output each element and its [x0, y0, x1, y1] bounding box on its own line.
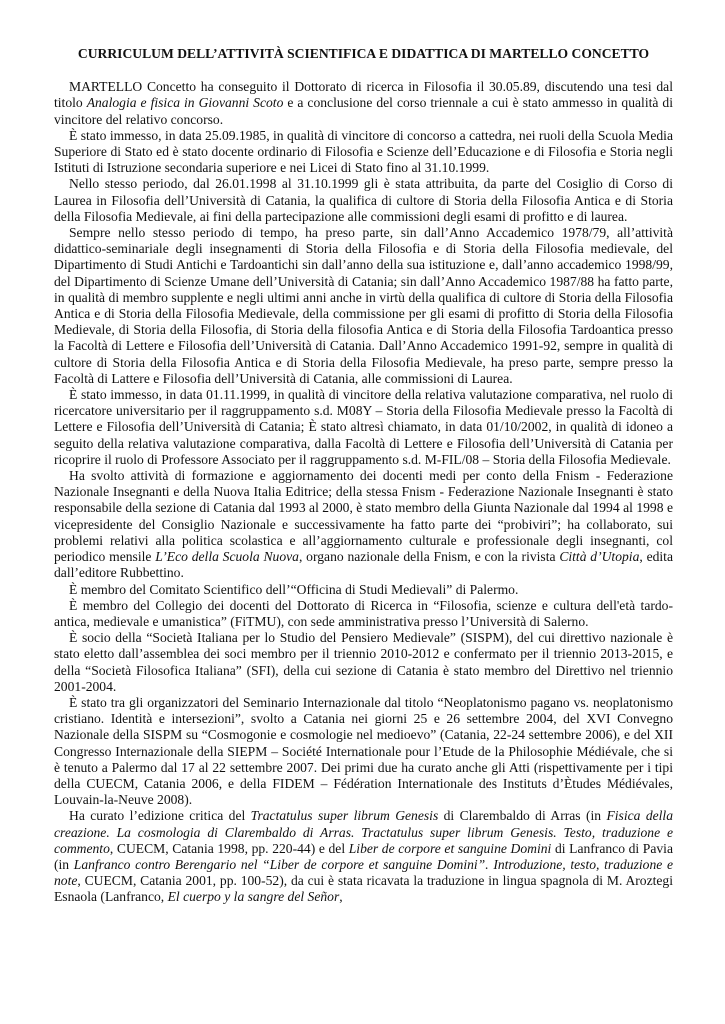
paragraph-text: di Clarembaldo di Arras (in: [438, 808, 607, 824]
paragraph-text: Ha svolto attività di formazione e aggiornamento dei docenti medi per conto della Fnism - Federazione Nazionale Insegnanti e della Nuova Italia Editrice; della stessa Fnism - Federazione Nazionale Insegnanti è stato responsabile della sezione di Catania dal 1993 al 2000, è stato membro della Giunta Nazionale dal 1994 al 1998 e vicepresidente del Consiglio Nazionale e successivamente ha fatto parte dei “probiviri”; ha collaborato, sui problemi relativi alla politica scolastica e all’aggiornamento culturale e professionale degli insegnanti, col periodico mensile: [54, 468, 673, 565]
paragraph-text: È membro del Collegio dei docenti del Dottorato di Ricerca in “Filosofia, scienze e cultura dell'età tardo-antica, medievale e umanistica” (FiTMU), con sede amministrativa presso l’Università di Salerno.: [54, 597, 673, 629]
paragraph-text: Sempre nello stesso periodo di tempo, ha preso parte, sin dall’Anno Accademico 1978/79, all’attività didattico-seminariale degli insegnamenti di Storia della Filosofia e di Storia della Filosofia medievale, del Dipartimento di Studi Antichi e Tardoantichi sin dall’anno della sua istituzione e, dall’anno accademico 1998/99, del Dipartimento di Scienze Umane dell’Università di Catania; sin dall’Anno Accademico 1987/88 ha fatto parte, in qualità di membro supplente e negli ultimi anni anche in virtù della qualifica di cultore di Storia della Filosofia Antica e di Storia della Filosofia Medievale, della commissione per gli esami di profitto di Storia della Filosofia Medievale, di Storia della Filosofia, di Storia della filosofia Antica e di Storia della Filosofia Tardoantica presso la Facoltà di Lettere e Filosofia dell’Università di Catania. Dall’Anno Accademico 1991-92, sempre in qualità di cultore di Storia della Filosofia Antica e di Storia della Filosofia Medievale, ha preso parte, sempre presso la Facoltà di Lattere e Filosofia dell’Università di Catania, alle commissioni di Laurea.: [54, 225, 673, 386]
body-paragraph: [54, 808, 673, 905]
body-paragraph: [54, 128, 673, 177]
italic-title-text: Liber de corpore et sanguine Domini: [348, 840, 552, 856]
paragraph-text: , edita dall’editore Rubbettino.: [54, 549, 673, 581]
document-body: [54, 79, 673, 905]
italic-title-text: Analogia e fisica in Giovanni Scoto: [86, 95, 284, 111]
body-paragraph: [54, 176, 673, 225]
italic-title-text: Città d’Utopia: [559, 549, 640, 565]
paragraph-text: e a conclusione del corso triennale a cui è stato ammesso in qualità di vincitore del relativo concorso.: [54, 95, 673, 127]
italic-title-text: Fisica della creazione. La cosmologia di Clarembaldo di Arras. Tractatulus super librum Genesis. Testo, traduzione e commento: [54, 808, 673, 856]
document-title: CURRICULUM DELL’ATTIVITÀ SCIENTIFICA E DIDATTICA DI MARTELLO CONCETTO: [77, 46, 650, 61]
body-paragraph: [54, 630, 673, 695]
paragraph-text: È stato immesso, in data 01.11.1999, in qualità di vincitore della relativa valutazione comparativa, nel ruolo di ricercatore universitario per il raggruppamento s.d. M08Y – Storia della Filosofia Medievale presso la Facoltà di Lettere e Filosofia dell’Università di Catania; È stato altresì chiamato, in data 01/10/2002, in qualità di idoneo a seguito della relativa valutazione comparativa, dalla Facoltà di Lettere e Filosofia dell’Università di Catania per ricoprire il ruolo di Professore Associato per il raggruppamento s.d. M-FIL/08 – Storia della Filosofia Medievale.: [54, 387, 673, 467]
italic-title-text: L’Eco della Scuola Nuova: [155, 549, 299, 565]
body-paragraph: [54, 582, 673, 598]
paragraph-text: di Lanfranco di Pavia (in: [54, 840, 673, 872]
paragraph-text: Ha curato l’edizione critica del: [69, 808, 251, 824]
italic-title-text: El cuerpo y la sangre del Señor: [167, 889, 340, 905]
body-paragraph: [54, 79, 673, 128]
body-paragraph: [54, 598, 673, 630]
paragraph-text: , CUECM, Catania 2001, pp. 100-52), da cui è stata ricavata la traduzione in lingua spagnola di M. Aroztegi Esnaola (Lanfranco,: [54, 873, 673, 905]
paragraph-text: , organo nazionale della Fnism, e con la rivista: [298, 549, 560, 565]
italic-title-text: Tractatulus super librum Genesis: [250, 808, 439, 824]
body-paragraph: [54, 225, 673, 387]
paragraph-text: Nello stesso periodo, dal 26.01.1998 al 31.10.1999 gli è stata attribuita, da parte del Cosiglio di Corso di Laurea in Filosofia dell’Università di Catania, la qualifica di cultore di Storia della Filosofia Antica e di Storia della Filosofia Medievale, ai fini della partecipazione alle commissioni degli esami di profitto e di laurea.: [54, 176, 673, 224]
body-paragraph: [54, 695, 673, 808]
paragraph-text: È membro del Comitato Scientifico dell’“Officina di Studi Medievali” di Palermo.: [69, 581, 519, 597]
paragraph-text: MARTELLO Concetto ha conseguito il Dottorato di ricerca in Filosofia il 30.05.89, discutendo una tesi dal titolo: [54, 79, 673, 111]
italic-title-text: Lanfranco contro Berengario nel “Liber de corpore et sanguine Domini”. Introduzione, testo, traduzione e note: [54, 856, 673, 889]
paragraph-text: , CUECM, Catania 1998, pp. 220-44) e del: [109, 840, 349, 856]
paragraph-text: È socio della “Società Italiana per lo Studio del Pensiero Medievale” (SISPM), del cui direttivo nazionale è stato eletto dall’assemblea dei soci membro per il triennio 2010-2012 e confermato per il triennio 2013-2015, e della “Società Filosofica Italiana” (SFI), della cui sezione di Catania è stato membro del Direttivo nel triennio 2001-2004.: [54, 630, 673, 694]
paragraph-text: ,: [339, 889, 343, 905]
body-paragraph: [54, 387, 673, 468]
body-paragraph: [54, 468, 673, 581]
paragraph-text: È stato immesso, in data 25.09.1985, in qualità di vincitore di concorso a cattedra, nei ruoli della Scuola Media Superiore di Stato ed è stato docente ordinario di Filosofia e Scienze dell’Educazione e di Filosofia e Storia negli Istituti di Istruzione secondaria superiore e nei Licei di Stato fino al 31.10.1999.: [54, 127, 673, 176]
paragraph-text: È stato tra gli organizzatori del Seminario Internazionale dal titolo “Neoplatonismo pagano vs. neoplatonismo cristiano. Identità e intersezioni”, svolto a Catania nei giorni 25 e 26 settembre 2004, del XVI Convegno Nazionale della SISPM su “Cosmogonie e cosmologie nel medioevo” (Catania, 22-24 settembre 2006), e del XII Congresso Internazionale della SIEPM – Société Internationale pour l’Etude de la Philosophie Médiévale, che si è tenuto a Palermo dal 17 al 22 settembre 2007. Dei primi due ha curato anche gli Atti (rispettivamente per i tipi della CUECM, Catania 2006, e della FIDEM – Fédération Internationale des Instituts d’Ètudes Médiévales, Louvain-la-Neuve 2008).: [54, 694, 673, 808]
